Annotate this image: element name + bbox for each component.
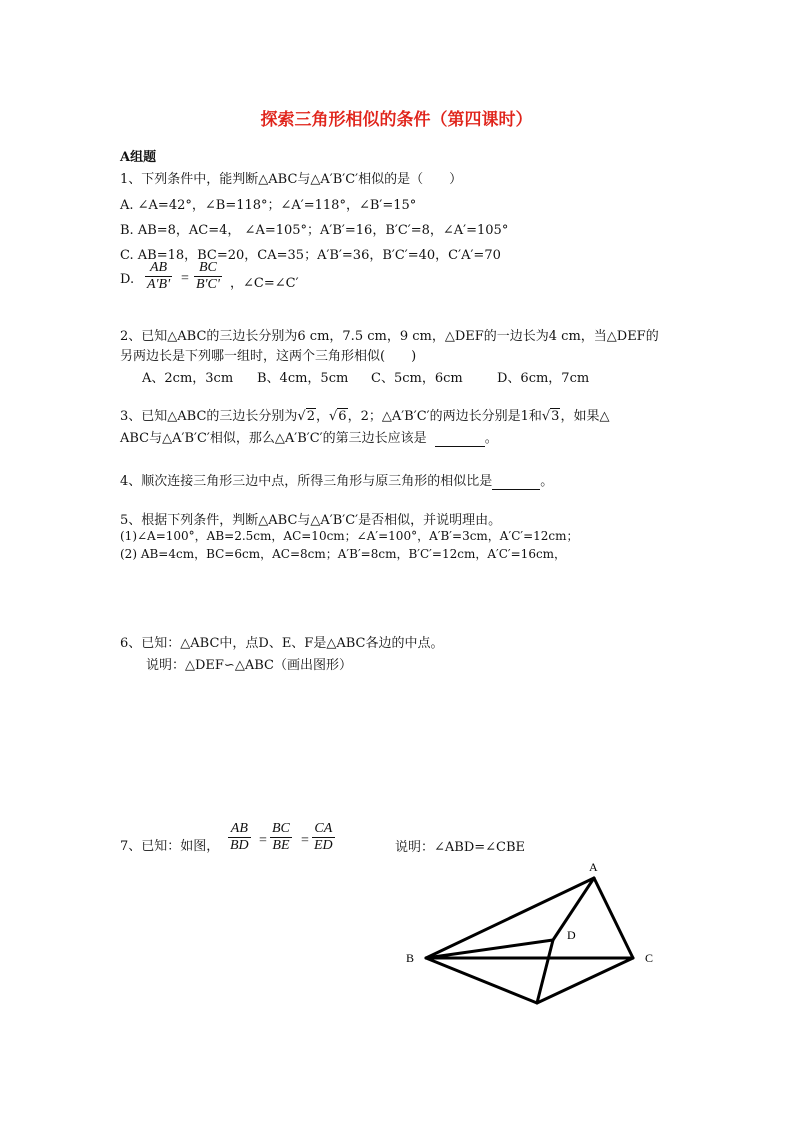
fraction-numerator: BC: [272, 821, 290, 836]
fraction-denominator: BD: [230, 838, 249, 853]
equals-sign: =: [301, 833, 309, 848]
vertex-label-c: C: [645, 951, 654, 965]
radicand: 2: [306, 409, 315, 424]
fraction-numerator: AB: [230, 821, 248, 836]
vertex-label-d: D: [567, 928, 576, 942]
q2-option-a: A、2cm，3cm: [142, 371, 234, 386]
segment-be: [426, 958, 537, 1003]
q2-line-2: 另两边长是下列哪一组时，这两个三角形相似( ): [120, 349, 417, 364]
radicand: 3: [551, 409, 560, 424]
q3-text: ，: [315, 409, 329, 424]
vertex-label-b: B: [406, 951, 415, 965]
fraction-numerator: BC: [199, 260, 217, 275]
q7-prefix: 7、已知：如图，: [120, 839, 220, 854]
q1-option-d-tail: ，∠C=∠C′: [230, 276, 299, 291]
q3-text: ，如果△: [560, 409, 610, 424]
q1-option-c: C. AB=18，BC=20，CA=35；A′B′=36，B′C′=40，C′A′=70: [120, 248, 501, 263]
q5-condition-2: (2) AB=4cm，BC=6cm，AC=8cm；A′B′=8cm，B′C′=12cm，A′C′=16cm，: [120, 547, 567, 561]
equals-sign: =: [181, 271, 189, 286]
q5-stem: 5、根据下列条件，判断△ABC与△A′B′C′是否相似，并说明理由。: [120, 513, 502, 528]
radicand: 6: [338, 409, 347, 424]
q2-option-b: B、4cm，5cm: [257, 371, 349, 386]
vertex-label-a: A: [589, 860, 598, 874]
q2-line-1: 2、已知△ABC的三边长分别为6 cm，7.5 cm，9 cm，△DEF的一边长为4 cm，当△DEF的: [120, 329, 659, 344]
q4-end: 。: [540, 474, 554, 489]
q1-option-b: B. AB=8，AC=4， ∠A=105°；A′B′=16，B′C′=8，∠A′=105°: [120, 223, 509, 238]
q2-option-c: C、5cm，6cm: [371, 371, 463, 386]
sqrt-3: √3: [541, 409, 560, 424]
q5-condition-1: (1)∠A=100°，AB=2.5cm，AC=10cm；∠A′=100°，A′B′=3cm，A′C′=12cm；: [120, 529, 579, 543]
q7-explain: 说明：∠ABD=∠CBE: [395, 840, 526, 855]
q4-text: 4、顺次连接三角形三边中点，所得三角形与原三角形的相似比是: [120, 474, 493, 489]
sqrt-6: √6: [329, 409, 347, 424]
fraction-numerator: CA: [314, 821, 333, 836]
segment-de: [537, 940, 553, 1003]
q1-stem: 1、下列条件中，能判断△ABC与△A′B′C′相似的是（ ）: [120, 172, 463, 187]
page-title: 探索三角形相似的条件（第四课时）: [260, 110, 533, 130]
segment-ac: [594, 878, 633, 958]
q1-option-d-label: D.: [120, 272, 135, 287]
sqrt-2: √2: [297, 409, 315, 424]
q2-option-d: D、6cm，7cm: [497, 371, 590, 386]
fraction-denominator: A'B': [147, 277, 171, 292]
q3-text: ABC与△A′B′C′相似，那么△A′B′C′的第三边长应该是: [120, 431, 427, 446]
q1-option-a: A. ∠A=42°，∠B=118°；∠A′=118°，∠B′=15°: [120, 198, 417, 213]
section-heading: A组题: [120, 150, 157, 165]
q6-stem: 6、已知：△ABC中，点D、E、F是△ABC各边的中点。: [120, 636, 444, 651]
fraction-denominator: BE: [270, 837, 292, 854]
segment-ec: [537, 958, 633, 1003]
fraction-denominator: B'C': [196, 277, 220, 292]
q6-explain: 说明：△DEF∽△ABC（画出图形）: [146, 658, 352, 673]
equals-sign: =: [259, 833, 267, 848]
q3-text: ，2；△A′B′C′的两边长分别是1和: [347, 409, 542, 424]
q3-text: 3、已知△ABC的三边长分别为: [120, 409, 298, 424]
q3-end: 。: [484, 431, 498, 446]
fraction-numerator: AB: [149, 260, 168, 275]
fraction-denominator: ED: [314, 838, 333, 853]
